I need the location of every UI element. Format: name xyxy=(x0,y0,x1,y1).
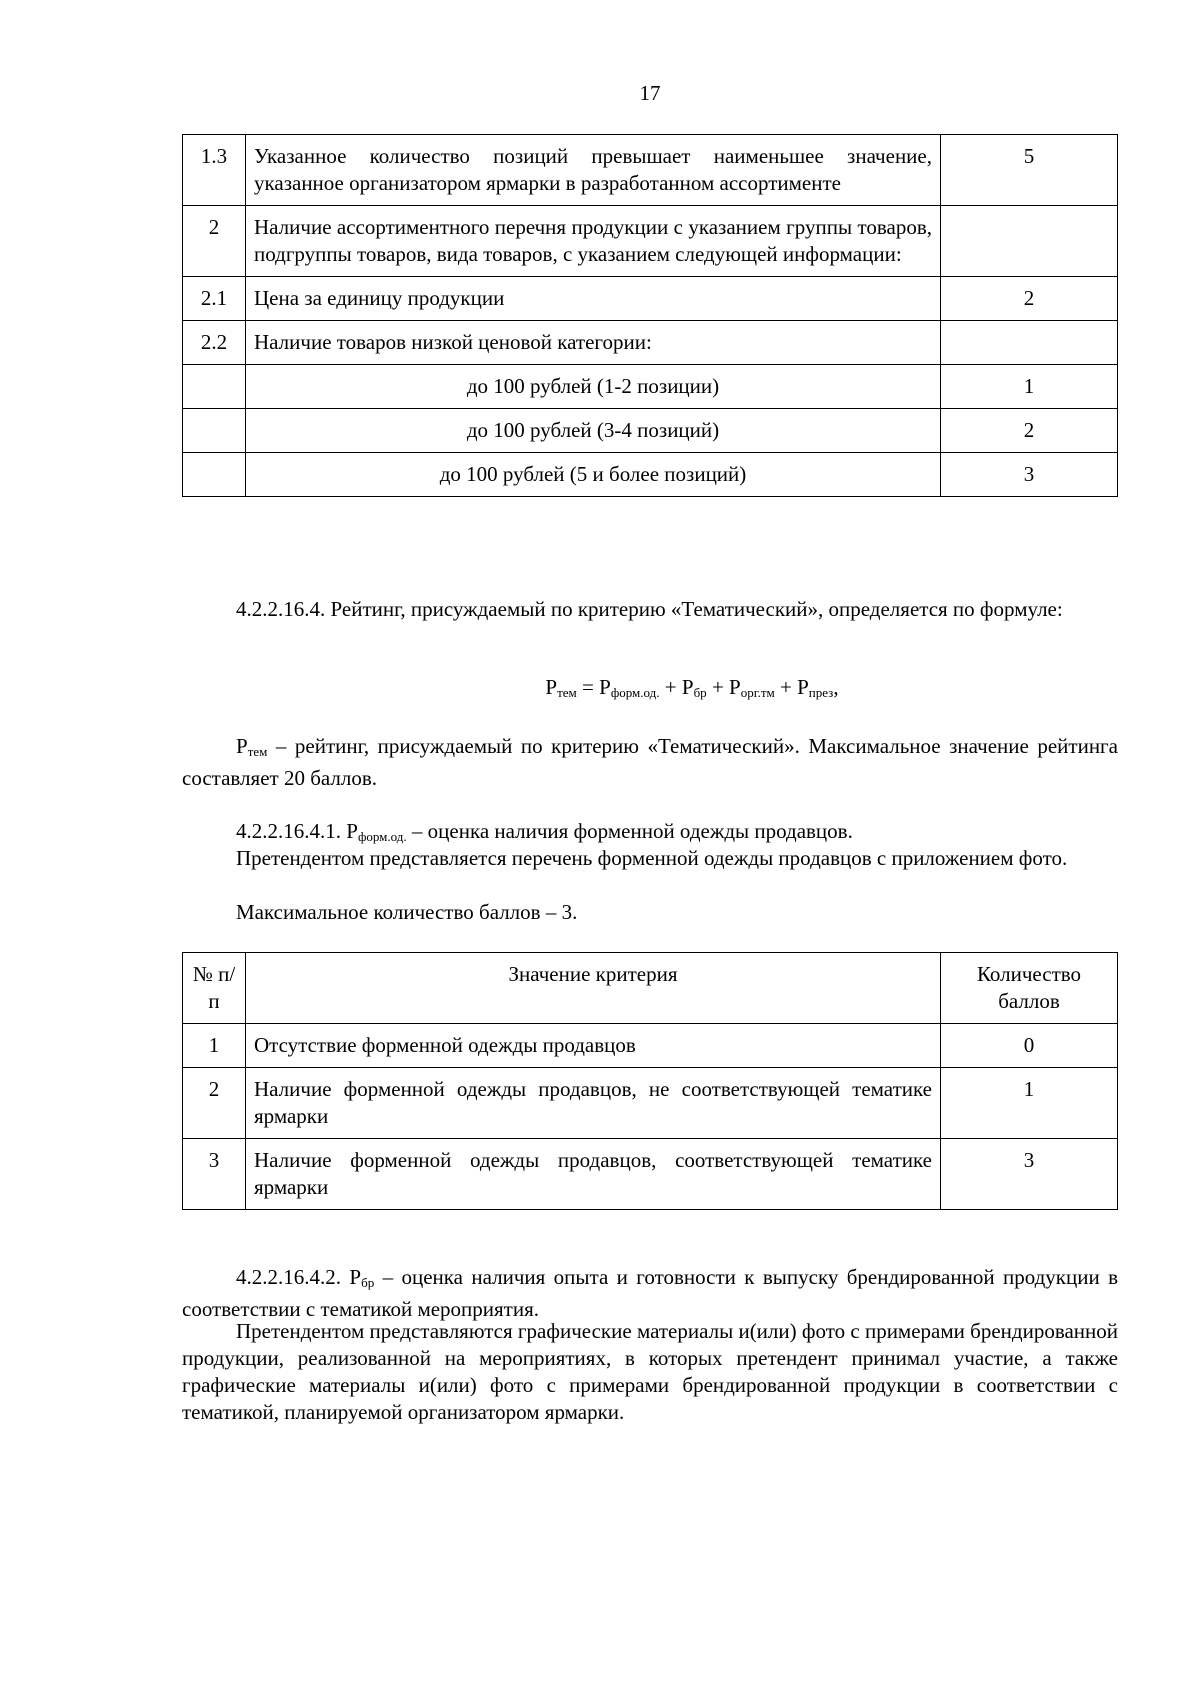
row-criterion: до 100 рублей (5 и более позиций) xyxy=(246,453,941,497)
criteria-table-2 xyxy=(182,952,1118,1210)
table-row xyxy=(183,365,1118,409)
header-num: № п/п xyxy=(183,953,246,1024)
row-criterion: Указанное количество позиций превышает наименьшее значение, указанное организатором ярмарки в разработанном ассортименте xyxy=(246,135,941,206)
table-row xyxy=(183,453,1118,497)
section-4-2-2-16-4-1-title: 4.2.2.16.4.1. $Р_{форм.од.}$ – оценка наличия форменной одежды продавцов. xyxy=(236,819,853,844)
row-criterion: Наличие товаров низкой ценовой категории: xyxy=(246,321,941,365)
section-4-2-2-16-4-1-text: Претендентом представляется перечень форменной одежды продавцов с приложением фото. xyxy=(236,846,1068,870)
rating-formula: $Р_{тем} = Р_{форм.од.} + Р_{бр} + Р_{орг.тм} + Р_{през}$, xyxy=(545,675,839,700)
row-points: 3 xyxy=(941,453,1118,497)
row-number: 2.2 xyxy=(183,321,246,365)
row-criterion: Наличие ассортиментного перечня продукции с указанием группы товаров, подгруппы товаров, вида товаров, с указанием следующей информации: xyxy=(246,206,941,277)
row-points: 1 xyxy=(941,1068,1118,1139)
section-4-2-2-16-4-1-max: Максимальное количество баллов – 3. xyxy=(236,900,578,924)
table-header-row xyxy=(183,953,1118,1024)
row-criterion: Наличие форменной одежды продавцов, соответствующей тематике ярмарки xyxy=(246,1139,941,1210)
row-number: 1 xyxy=(183,1024,246,1068)
row-points: 3 xyxy=(941,1139,1118,1210)
row-points: 1 xyxy=(941,365,1118,409)
table-row xyxy=(183,1139,1118,1210)
row-criterion: до 100 рублей (3-4 позиций) xyxy=(246,409,941,453)
row-points xyxy=(941,206,1118,277)
row-number xyxy=(183,409,246,453)
row-criterion: Отсутствие форменной одежды продавцов xyxy=(246,1024,941,1068)
row-criterion: Цена за единицу продукции xyxy=(246,277,941,321)
section-4-2-2-16-4-2-title: 4.2.2.16.4.2. $Р_{бр}$ – оценка наличия опыта и готовности к выпуску брендированной продукции в соответствии с тематикой мероприятия. xyxy=(182,1265,1119,1321)
row-number xyxy=(183,453,246,497)
table-row xyxy=(183,1024,1118,1068)
row-points: 2 xyxy=(941,277,1118,321)
table-row xyxy=(183,321,1118,365)
row-points xyxy=(941,321,1118,365)
row-number: 2.1 xyxy=(183,277,246,321)
row-number xyxy=(183,365,246,409)
row-number: 3 xyxy=(183,1139,246,1210)
row-points: 0 xyxy=(941,1024,1118,1068)
row-criterion: Наличие форменной одежды продавцов, не соответствующей тематике ярмарки xyxy=(246,1068,941,1139)
page-number: 17 xyxy=(639,81,661,105)
section-4-2-2-16-4-2-text: Претендентом представляются графические материалы и(или) фото с примерами брендированной продукции, реализованной на мероприятиях, в которых претендент принимал участие, а также графические материалы и(или) фото с примерами брендированной продукции в соответствии с тематикой, планируемой организатором ярмарки. xyxy=(182,1319,1118,1424)
row-number: 2 xyxy=(183,1068,246,1139)
paragraph-4-2-2-16-4: 4.2.2.16.4. Рейтинг, присуждаемый по критерию «Тематический», определяется по формуле: xyxy=(236,597,1063,621)
header-points: Количество баллов xyxy=(941,953,1118,1024)
row-number: 1.3 xyxy=(183,135,246,206)
criteria-table-1 xyxy=(182,134,1118,497)
header-criterion: Значение критерия xyxy=(246,953,941,1024)
table-row xyxy=(183,206,1118,277)
table-row xyxy=(183,135,1118,206)
row-criterion: до 100 рублей (1-2 позиции) xyxy=(246,365,941,409)
table-row xyxy=(183,277,1118,321)
formula-description: $Р_{тем}$ – рейтинг, присуждаемый по критерию «Тематический». Максимальное значение рейтинга составляет 20 баллов. xyxy=(182,734,1118,790)
table-row xyxy=(183,1068,1118,1139)
row-points: 5 xyxy=(941,135,1118,206)
row-number: 2 xyxy=(183,206,246,277)
table-row xyxy=(183,409,1118,453)
row-points: 2 xyxy=(941,409,1118,453)
